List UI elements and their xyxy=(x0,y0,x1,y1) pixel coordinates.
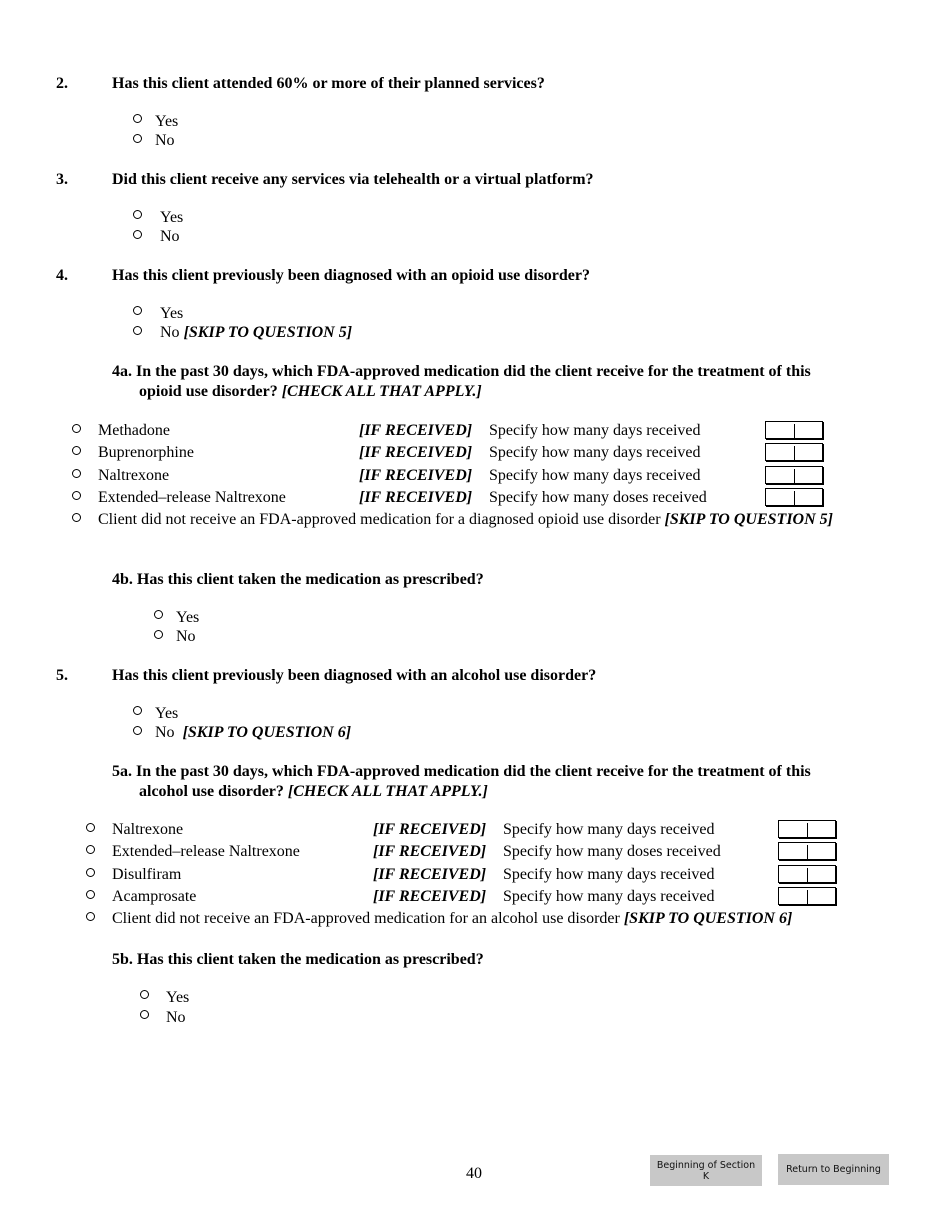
input-divider xyxy=(794,491,795,505)
q2-yes-radio[interactable] xyxy=(133,114,142,123)
q5a-disulfiram-specify: Specify how many days received xyxy=(503,866,715,883)
q4a-naltrexone-days-input[interactable] xyxy=(765,466,823,484)
q5a-disulfiram-days-input[interactable] xyxy=(778,865,836,883)
q2-yes-label: Yes xyxy=(155,113,179,130)
q5-no-radio[interactable] xyxy=(133,726,142,735)
return-to-beginning-button[interactable]: Return to Beginning xyxy=(778,1154,889,1185)
q4a-none-skip-instruction: [SKIP TO QUESTION 5] xyxy=(664,511,833,528)
q5a-disulfiram-condition: [IF RECEIVED] xyxy=(373,866,487,883)
q5b-no-radio[interactable] xyxy=(140,1010,149,1019)
q4a-xr-naltrexone-doses-input[interactable] xyxy=(765,488,823,506)
q5-yes-label: Yes xyxy=(155,705,179,722)
q4b-no-label: No xyxy=(176,628,196,645)
q5a-naltrexone-label: Naltrexone xyxy=(112,821,184,838)
input-divider xyxy=(807,845,808,859)
q4-yes-label: Yes xyxy=(160,305,184,322)
q4a-buprenorphine-condition: [IF RECEIVED] xyxy=(359,444,473,461)
q4a-naltrexone-condition: [IF RECEIVED] xyxy=(359,467,473,484)
q4a-buprenorphine-specify: Specify how many days received xyxy=(489,444,701,461)
q4a-methadone-label: Methadone xyxy=(98,422,170,439)
q3-number: 3. xyxy=(56,171,68,188)
input-divider xyxy=(794,446,795,460)
q3-no-radio[interactable] xyxy=(133,230,142,239)
q3-text: Did this client receive any services via telehealth or a virtual platform? xyxy=(112,171,594,188)
q3-no-label: No xyxy=(160,228,180,245)
q4b-yes-radio[interactable] xyxy=(154,610,163,619)
q2-number: 2. xyxy=(56,75,68,92)
q4-no-radio[interactable] xyxy=(133,326,142,335)
q4b-yes-label: Yes xyxy=(176,609,200,626)
q4a-methadone-checkbox[interactable] xyxy=(72,424,81,433)
q4b-no-radio[interactable] xyxy=(154,630,163,639)
q5a-naltrexone-checkbox[interactable] xyxy=(86,823,95,832)
q5a-xr-naltrexone-doses-input[interactable] xyxy=(778,842,836,860)
q4a-xr-naltrexone-condition: [IF RECEIVED] xyxy=(359,489,473,506)
q5a-xr-naltrexone-specify: Specify how many doses received xyxy=(503,843,721,860)
q5a-disulfiram-label: Disulfiram xyxy=(112,866,182,883)
q5a-none-label xyxy=(112,910,792,928)
q4a-xr-naltrexone-checkbox[interactable] xyxy=(72,491,81,500)
q2-no-label: No xyxy=(155,132,175,149)
page-number: 40 xyxy=(466,1165,482,1182)
q4b-text: 4b. Has this client taken the medication as prescribed? xyxy=(112,571,484,588)
q5b-yes-radio[interactable] xyxy=(140,990,149,999)
q4a-text-line1: 4a. In the past 30 days, which FDA-approved medication did the client receive for the treatment of this xyxy=(112,363,811,380)
q2-text: Has this client attended 60% or more of their planned services? xyxy=(112,75,545,92)
q3-yes-radio[interactable] xyxy=(133,210,142,219)
q2-no-radio[interactable] xyxy=(133,134,142,143)
q4-no-text: No xyxy=(160,324,180,341)
q4a-line2-text: opioid use disorder? xyxy=(139,383,278,400)
input-divider xyxy=(807,868,808,882)
q5a-xr-naltrexone-condition: [IF RECEIVED] xyxy=(373,843,487,860)
q4a-methadone-specify: Specify how many days received xyxy=(489,422,701,439)
beginning-of-section-button[interactable]: Beginning of Section K xyxy=(650,1155,762,1186)
q4a-none-checkbox[interactable] xyxy=(72,513,81,522)
q4a-none-label xyxy=(98,511,833,529)
q5-yes-radio[interactable] xyxy=(133,706,142,715)
q5-no-label xyxy=(155,724,351,742)
q5a-naltrexone-specify: Specify how many days received xyxy=(503,821,715,838)
q5a-xr-naltrexone-label: Extended–release Naltrexone xyxy=(112,843,300,860)
q5a-naltrexone-condition: [IF RECEIVED] xyxy=(373,821,487,838)
q5b-text: 5b. Has this client taken the medication as prescribed? xyxy=(112,951,484,968)
q4a-buprenorphine-days-input[interactable] xyxy=(765,443,823,461)
q5a-naltrexone-days-input[interactable] xyxy=(778,820,836,838)
q5-text: Has this client previously been diagnosed with an alcohol use disorder? xyxy=(112,667,597,684)
q5a-check-all-instruction: [CHECK ALL THAT APPLY.] xyxy=(287,783,488,800)
q4a-methadone-condition: [IF RECEIVED] xyxy=(359,422,473,439)
q5a-acamprosate-days-input[interactable] xyxy=(778,887,836,905)
q5a-none-skip-instruction: [SKIP TO QUESTION 6] xyxy=(623,910,793,927)
q5a-acamprosate-specify: Specify how many days received xyxy=(503,888,715,905)
input-divider xyxy=(794,424,795,438)
q4a-naltrexone-specify: Specify how many days received xyxy=(489,467,701,484)
q4a-naltrexone-checkbox[interactable] xyxy=(72,469,81,478)
q4-text: Has this client previously been diagnosed with an opioid use disorder? xyxy=(112,267,590,284)
q5a-disulfiram-checkbox[interactable] xyxy=(86,868,95,877)
q5a-acamprosate-checkbox[interactable] xyxy=(86,890,95,899)
input-divider xyxy=(794,469,795,483)
q4a-buprenorphine-label: Buprenorphine xyxy=(98,444,194,461)
q4a-buprenorphine-checkbox[interactable] xyxy=(72,446,81,455)
q5b-no-label: No xyxy=(166,1009,186,1026)
q5-no-text: No xyxy=(155,724,175,741)
q5-number: 5. xyxy=(56,667,68,684)
q4a-methadone-days-input[interactable] xyxy=(765,421,823,439)
q4a-naltrexone-label: Naltrexone xyxy=(98,467,170,484)
q5b-yes-label: Yes xyxy=(166,989,190,1006)
q5a-acamprosate-condition: [IF RECEIVED] xyxy=(373,888,487,905)
q5a-text-line1: 5a. In the past 30 days, which FDA-approved medication did the client receive for the treatment of this xyxy=(112,763,811,780)
q5a-text-line2 xyxy=(139,783,488,801)
q5-skip-instruction: [SKIP TO QUESTION 6] xyxy=(182,724,352,741)
q5a-none-text: Client did not receive an FDA-approved medication for an alcohol use disorder xyxy=(112,910,620,927)
q4a-none-text: Client did not receive an FDA-approved medication for a diagnosed opioid use disorder xyxy=(98,511,661,528)
q3-yes-label: Yes xyxy=(160,209,184,226)
q4a-check-all-instruction: [CHECK ALL THAT APPLY.] xyxy=(281,383,482,400)
q4a-xr-naltrexone-label: Extended–release Naltrexone xyxy=(98,489,286,506)
q4a-xr-naltrexone-specify: Specify how many doses received xyxy=(489,489,707,506)
q5a-none-checkbox[interactable] xyxy=(86,912,95,921)
q4-skip-instruction: [SKIP TO QUESTION 5] xyxy=(183,324,353,341)
q5a-line2-text: alcohol use disorder? xyxy=(139,783,284,800)
q4-yes-radio[interactable] xyxy=(133,306,142,315)
q5a-xr-naltrexone-checkbox[interactable] xyxy=(86,845,95,854)
q4-number: 4. xyxy=(56,267,68,284)
input-divider xyxy=(807,890,808,904)
q5a-acamprosate-label: Acamprosate xyxy=(112,888,197,905)
q4a-text-line2 xyxy=(139,383,482,401)
q4-no-label xyxy=(160,324,352,342)
input-divider xyxy=(807,823,808,837)
